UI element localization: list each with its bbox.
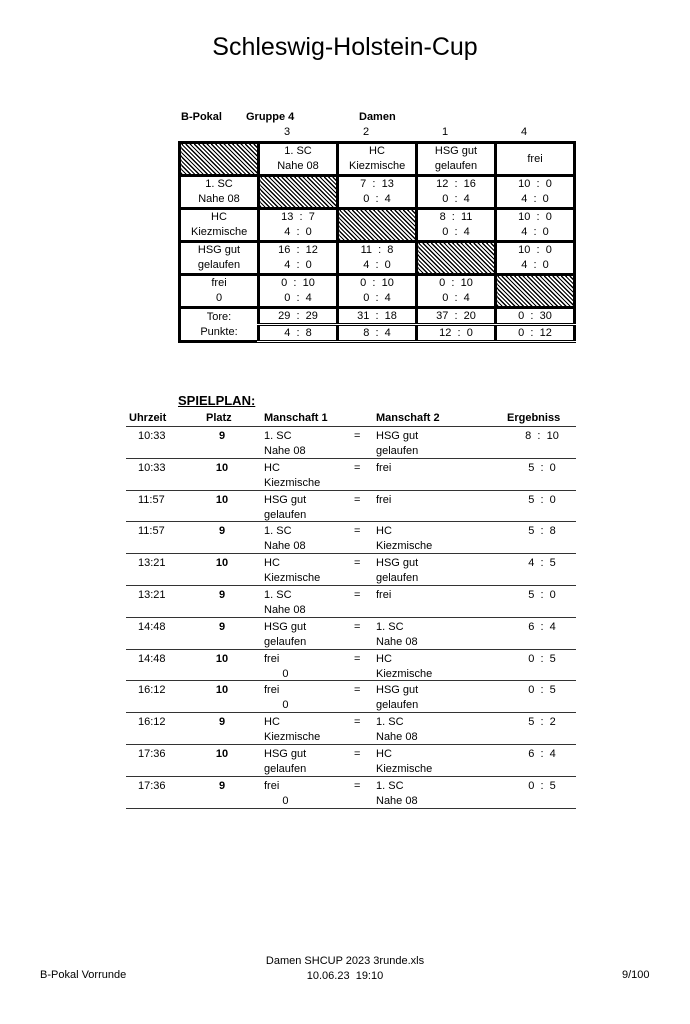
game-result: 5 : 0 [528, 588, 556, 601]
score-cell: 7 : 13 0 : 4 [338, 176, 417, 209]
punkte-row [180, 325, 575, 342]
game-platz: 9 [218, 779, 226, 792]
column-number: 3 [283, 126, 291, 138]
score-cell: 10 : 0 4 : 0 [496, 242, 575, 275]
game-time: 11:57 [138, 525, 165, 538]
hatched-cell [338, 209, 417, 242]
score-cell: 12 : 16 0 : 4 [417, 176, 496, 209]
game-platz: 9 [218, 525, 226, 538]
matrix-row [180, 209, 575, 242]
game-team1: frei 0 [264, 684, 289, 712]
game-row [126, 745, 576, 777]
game-row [126, 713, 576, 745]
spielplan-rows [126, 426, 576, 809]
game-team1: 1. SC Nahe 08 [264, 588, 306, 616]
header-uhrzeit: Uhrzeit [129, 412, 167, 424]
spielplan-title: SPIELPLAN: [178, 393, 256, 408]
game-time: 16:12 [138, 716, 166, 729]
tore-value: 31 : 18 [338, 308, 417, 325]
score-cell: 16 : 12 4 : 0 [259, 242, 338, 275]
hatched-cell [180, 143, 259, 176]
column-number: 4 [520, 126, 528, 138]
game-team2: HSG gut gelaufen [376, 557, 419, 585]
tore-value: 29 : 29 [259, 308, 338, 325]
game-team2: HSG gut gelaufen [376, 684, 419, 712]
game-row [126, 681, 576, 713]
game-result: 5 : 8 [528, 525, 556, 538]
matrix-row [180, 242, 575, 275]
tore-value: 0 : 30 [496, 308, 575, 325]
hatched-cell [259, 176, 338, 209]
game-team1: HC Kiezmische [264, 461, 321, 489]
game-row [126, 650, 576, 682]
game-result: 0 : 5 [528, 779, 556, 792]
group-matrix [178, 141, 576, 343]
game-team2: frei [376, 493, 392, 506]
punkte-label: Punkte: [180, 325, 259, 342]
game-result: 6 : 4 [528, 747, 556, 760]
game-time: 16:12 [138, 684, 166, 697]
punkte-value: 12 : 0 [417, 325, 496, 342]
score-cell: 11 : 8 4 : 0 [338, 242, 417, 275]
punkte-value: 0 : 12 [496, 325, 575, 342]
matrix-header-row [180, 143, 575, 176]
game-row [126, 618, 576, 650]
team-label: HSG gut gelaufen [180, 242, 259, 275]
game-result: 0 : 5 [528, 684, 556, 697]
game-team2: HC Kiezmische [376, 525, 433, 553]
team-label: frei 0 [180, 275, 259, 308]
column-number: 1 [441, 126, 449, 138]
game-equals: = [354, 493, 361, 506]
matrix-row [180, 275, 575, 308]
game-team2: frei [376, 461, 392, 474]
header-ergebnis: Ergebniss [507, 412, 561, 424]
score-cell: 10 : 0 4 : 0 [496, 209, 575, 242]
game-equals: = [354, 588, 361, 601]
game-time: 13:21 [138, 557, 166, 570]
game-platz: 10 [215, 557, 229, 570]
kategorie-label: Damen [359, 111, 396, 123]
tore-value: 37 : 20 [417, 308, 496, 325]
game-time: 17:36 [138, 747, 166, 760]
game-row [126, 554, 576, 586]
game-team2: HC Kiezmische [376, 747, 433, 775]
team-header: 1. SC Nahe 08 [259, 143, 338, 176]
game-platz: 10 [215, 461, 229, 474]
team-header: HSG gut gelaufen [417, 143, 496, 176]
tore-row [180, 308, 575, 325]
game-row [126, 426, 576, 459]
game-time: 13:21 [138, 588, 166, 601]
punkte-value: 8 : 4 [338, 325, 417, 342]
page-title: Schleswig-Holstein-Cup [212, 33, 478, 61]
punkte-value: 4 : 8 [259, 325, 338, 342]
game-team2: 1. SC Nahe 08 [376, 716, 418, 744]
game-platz: 10 [215, 747, 229, 760]
game-platz: 9 [218, 430, 226, 442]
pokal-label: B-Pokal [181, 111, 222, 123]
game-team1: frei 0 [264, 779, 289, 807]
team-label: 1. SC Nahe 08 [180, 176, 259, 209]
game-result: 4 : 5 [528, 557, 556, 570]
game-time: 14:48 [138, 620, 166, 633]
team-header: frei [496, 143, 575, 176]
header-platz: Platz [206, 412, 232, 424]
hatched-cell [496, 275, 575, 308]
game-equals: = [354, 430, 361, 442]
game-team1: frei 0 [264, 652, 289, 680]
game-equals: = [354, 525, 361, 538]
game-equals: = [354, 652, 361, 665]
game-equals: = [354, 461, 361, 474]
score-cell: 0 : 10 0 : 4 [338, 275, 417, 308]
game-platz: 9 [218, 620, 226, 633]
footer-datetime: 10.06.23 19:10 [306, 970, 384, 982]
tore-label: Tore: [180, 308, 259, 325]
game-result: 8 : 10 [525, 430, 559, 442]
game-time: 10:33 [138, 461, 166, 474]
game-platz: 10 [215, 652, 229, 665]
game-equals: = [354, 684, 361, 697]
game-time: 14:48 [138, 652, 166, 665]
header-manschaft2: Manschaft 2 [376, 412, 440, 424]
score-cell: 0 : 10 0 : 4 [417, 275, 496, 308]
game-team2: frei [376, 588, 392, 601]
game-team2: HSG gut gelaufen [376, 430, 419, 457]
game-team1: HSG gut gelaufen [264, 747, 307, 775]
game-team1: 1. SC Nahe 08 [264, 525, 306, 553]
game-team1: 1. SC Nahe 08 [264, 430, 306, 457]
game-team2: HC Kiezmische [376, 652, 433, 680]
game-team2: 1. SC Nahe 08 [376, 620, 418, 648]
team-header: HC Kiezmische [338, 143, 417, 176]
gruppe-label: Gruppe 4 [246, 111, 295, 123]
footer-left: B-Pokal Vorrunde [40, 969, 127, 981]
game-platz: 10 [215, 493, 229, 506]
hatched-cell [417, 242, 496, 275]
game-equals: = [354, 747, 361, 760]
game-team1: HC Kiezmische [264, 716, 321, 744]
game-result: 5 : 0 [528, 493, 556, 506]
footer-page-number: 9/100 [622, 969, 650, 981]
game-team1: HSG gut gelaufen [264, 620, 307, 648]
game-team1: HC Kiezmische [264, 557, 321, 585]
game-row [126, 586, 576, 618]
game-equals: = [354, 779, 361, 792]
header-manschaft1: Manschaft 1 [264, 412, 328, 424]
game-row [126, 777, 576, 809]
game-row [126, 491, 576, 523]
game-row [126, 522, 576, 554]
game-equals: = [354, 716, 361, 729]
game-time: 17:36 [138, 779, 166, 792]
game-equals: = [354, 620, 361, 633]
game-result: 5 : 0 [528, 461, 556, 474]
game-time: 11:57 [138, 493, 165, 506]
score-cell: 8 : 11 0 : 4 [417, 209, 496, 242]
game-result: 0 : 5 [528, 652, 556, 665]
footer-file: Damen SHCUP 2023 3runde.xls [265, 955, 425, 967]
game-equals: = [354, 557, 361, 570]
team-label: HC Kiezmische [180, 209, 259, 242]
game-row [126, 459, 576, 491]
game-team1: HSG gut gelaufen [264, 493, 307, 521]
column-number: 2 [362, 126, 370, 138]
score-cell: 10 : 0 4 : 0 [496, 176, 575, 209]
game-platz: 9 [218, 588, 226, 601]
game-time: 10:33 [138, 430, 166, 442]
matrix-row [180, 176, 575, 209]
score-cell: 0 : 10 0 : 4 [259, 275, 338, 308]
score-cell: 13 : 7 4 : 0 [259, 209, 338, 242]
game-result: 6 : 4 [528, 620, 556, 633]
game-platz: 9 [218, 716, 226, 729]
game-result: 5 : 2 [528, 716, 556, 729]
game-team2: 1. SC Nahe 08 [376, 779, 418, 807]
game-platz: 10 [215, 684, 229, 697]
